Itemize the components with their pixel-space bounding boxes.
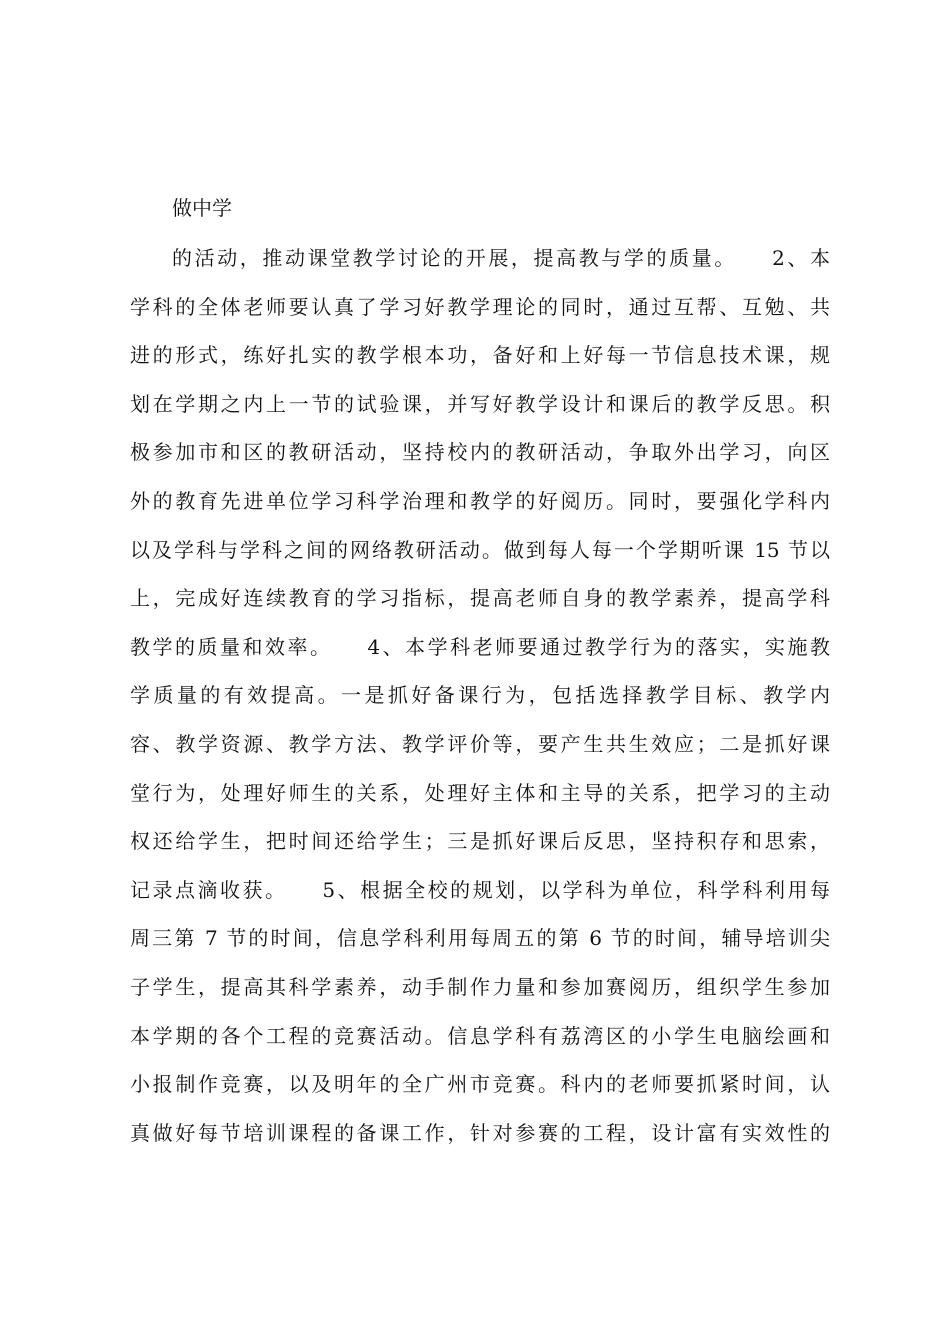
- text-line: 以及学科与学科之间的网络教研活动。做到每人每一个学期听课 15 节以: [130, 537, 830, 562]
- text-line: 周三第 7 节的时间，信息学科利用每周五的第 6 节的时间，辅导培训尖: [130, 926, 830, 951]
- text-line: 小报制作竞赛，以及明年的全广州市竞赛。科内的老师要抓紧时间，认: [130, 1072, 830, 1097]
- text-line: 权还给学生，把时间还给学生；三是抓好课后反思，坚持积存和思索，: [130, 829, 830, 854]
- text-line: 学质量的有效提高。一是抓好备课行为，包括选择教学目标、教学内: [130, 683, 830, 708]
- text-line: 堂行为，处理好师生的关系，处理好主体和主导的关系，把学习的主动: [130, 780, 830, 805]
- text-line: 极参加市和区的教研活动，坚持校内的教研活动，争取外出学习，向区: [130, 440, 830, 465]
- section-heading: 做中学: [172, 196, 232, 220]
- text-line: 教学的质量和效率。 4、本学科老师要通过教学行为的落实，实施教: [130, 634, 830, 659]
- text-line: 本学期的各个工程的竞赛活动。信息学科有荔湾区的小学生电脑绘画和: [130, 1023, 830, 1048]
- text-line: 外的教育先进单位学习科学治理和教学的好阅历。同时，要强化学科内: [130, 488, 830, 513]
- text-line: 进的形式，练好扎实的教学根本功，备好和上好每一节信息技术课，规: [130, 343, 830, 368]
- body-text: [130, 234, 830, 1157]
- text-line: 的活动，推动课堂教学讨论的开展，提高教与学的质量。 2、本: [172, 246, 830, 270]
- text-line: 容、教学资源、教学方法、教学评价等，要产生共生效应；二是抓好课: [130, 731, 830, 756]
- text-line: 真做好每节培训课程的备课工作，针对参赛的工程，设计富有实效性的: [130, 1120, 830, 1145]
- text-line: 子学生，提高其科学素养，动手制作力量和参加赛阅历，组织学生参加: [130, 974, 830, 999]
- text-line: 上，完成好连续教育的学习指标，提高老师自身的教学素养，提高学科: [130, 586, 830, 611]
- text-line: 记录点滴收获。 5、根据全校的规划，以学科为单位，科学科利用每: [130, 877, 830, 902]
- text-line: 学科的全体老师要认真了学习好教学理论的同时，通过互帮、互勉、共: [130, 294, 830, 319]
- text-line: 划在学期之内上一节的试验课，并写好教学设计和课后的教学反思。积: [130, 391, 830, 416]
